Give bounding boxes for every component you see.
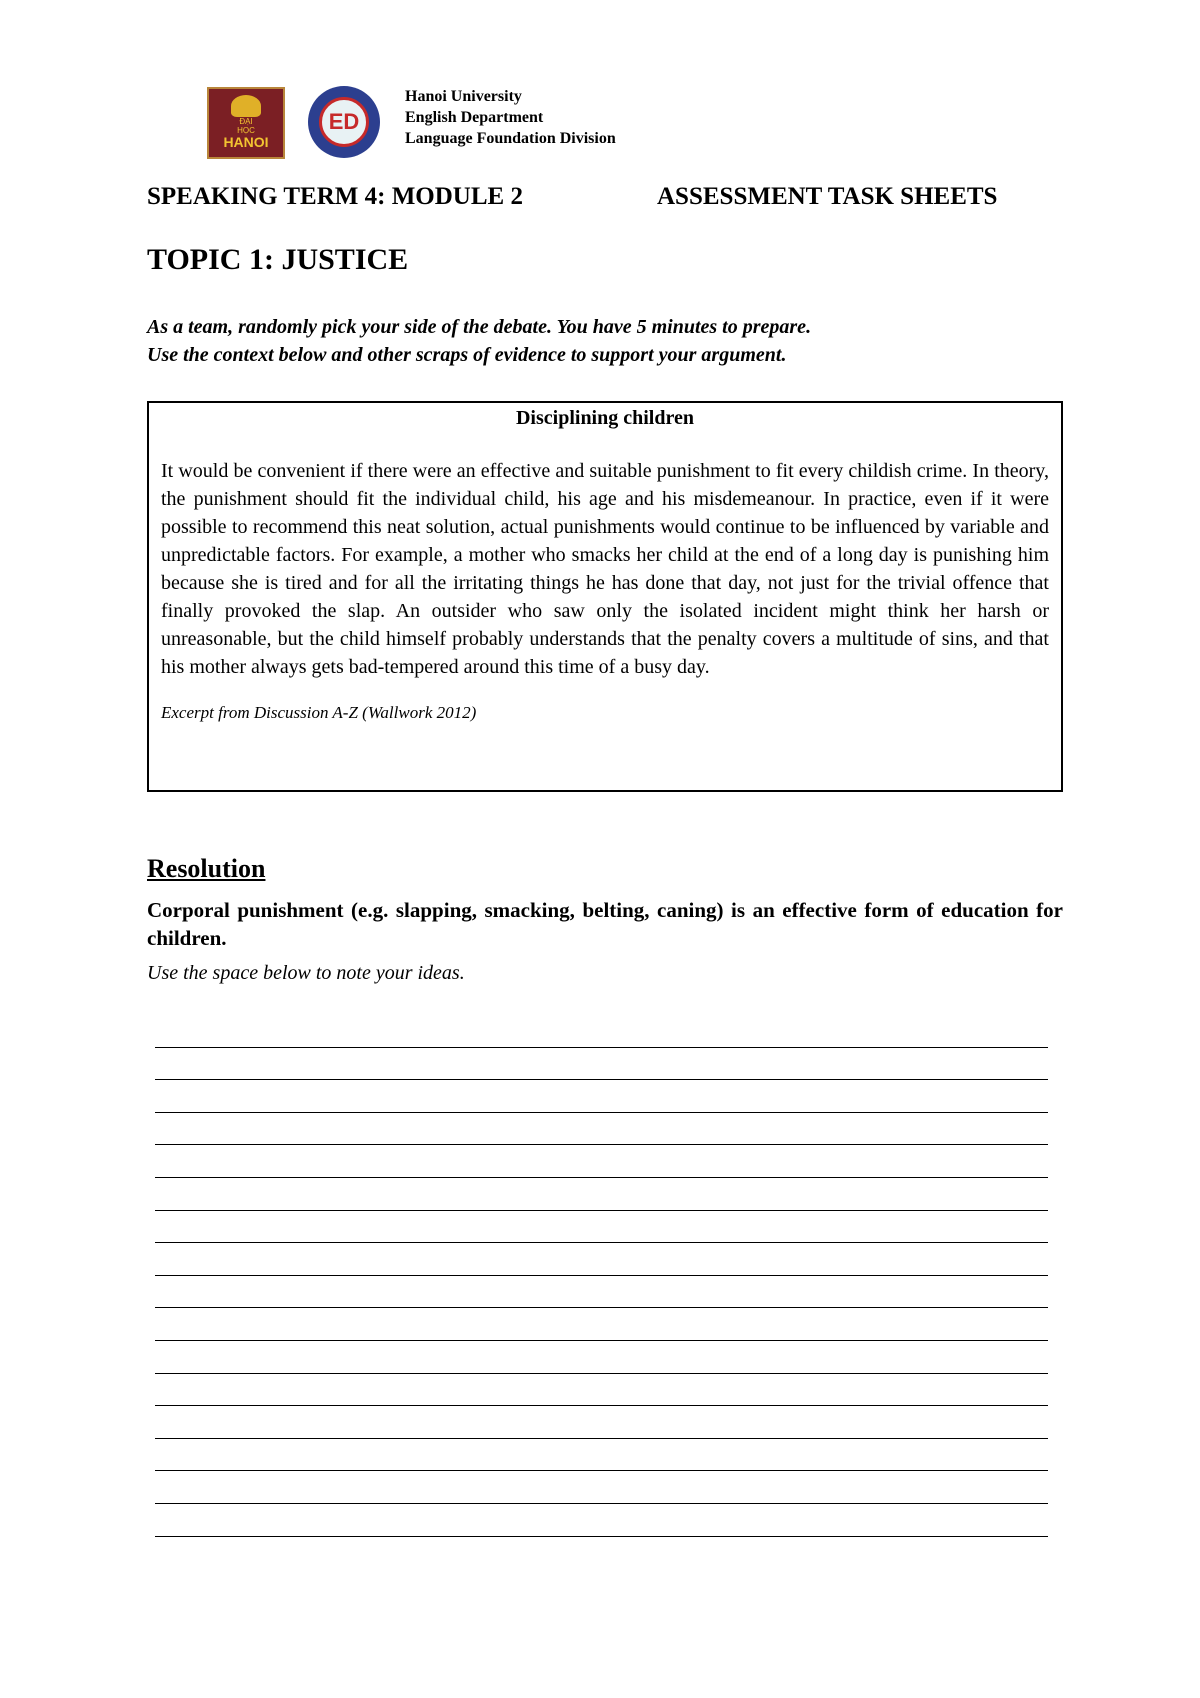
note-line[interactable] [155,1504,1048,1537]
note-line[interactable] [155,1178,1048,1211]
note-line[interactable] [155,1080,1048,1113]
logo-text: ED [319,97,369,147]
note-lines[interactable] [155,1015,1048,1537]
note-line[interactable] [155,1048,1048,1081]
university-name: Hanoi University [405,88,522,105]
resolution-heading: Resolution [147,854,266,883]
note-line[interactable] [155,1276,1048,1309]
note-line[interactable] [155,1471,1048,1504]
resolution-text: Corporal punishment (e.g. slapping, smacking, belting, caning) is an effective form of education for children. [147,898,1063,950]
note-line[interactable] [155,1374,1048,1407]
department-name: English Department [405,109,544,126]
instruction-line: Use the context below and other scraps of evidence to support your argument. [147,344,787,366]
note-instruction: Use the space below to note your ideas. [147,962,465,984]
note-line[interactable] [155,1145,1048,1178]
crest-icon [231,95,261,117]
hanoi-university-logo [207,87,285,159]
instruction-line: As a team, randomly pick your side of the debate. You have 5 minutes to prepare. [147,316,812,338]
note-line[interactable] [155,1308,1048,1341]
context-source: Excerpt from Discussion A-Z (Wallwork 2012) [161,703,477,722]
instructions [147,313,811,369]
note-line[interactable] [155,1439,1048,1472]
note-line[interactable] [155,1113,1048,1146]
english-department-logo [308,86,380,158]
note-line[interactable] [155,1243,1048,1276]
institution-block [405,86,616,149]
note-line[interactable] [155,1015,1048,1048]
topic-title: TOPIC 1: JUSTICE [147,243,409,276]
note-line[interactable] [155,1341,1048,1374]
context-box [147,401,1063,792]
division-name: Language Foundation Division [405,130,616,147]
context-text: It would be convenient if there were an effective and suitable punishment to fit every childish crime. In theory, the punishment should fit the individual child, his age and his misdemeanour. In practice, even if it were possible to recommend this neat solution, actual punishments would continue to be influenced by variable and unpredictable factors. For example, a mother who smacks her child at the end of a long day is punishing him because she is tired and for all the irritating things he has done that day, not just for the trivial offence that finally provoked the slap. An outsider who saw only the isolated incident might think her harsh or unreasonable, but the child himself probably understands that the penalty covers a multitude of sins, and that his mother always gets bad-tempered around this time of a busy day. [161,460,1049,678]
note-line[interactable] [155,1406,1048,1439]
context-title: Disciplining children [515,407,694,429]
logo-text: ĐẠI [239,117,253,126]
module-title: SPEAKING TERM 4: MODULE 2 [147,183,523,210]
note-line[interactable] [155,1211,1048,1244]
logo-text: HANOI [223,134,269,150]
logo-text: HỌC [237,126,255,135]
sheet-title: ASSESSMENT TASK SHEETS [657,183,998,210]
